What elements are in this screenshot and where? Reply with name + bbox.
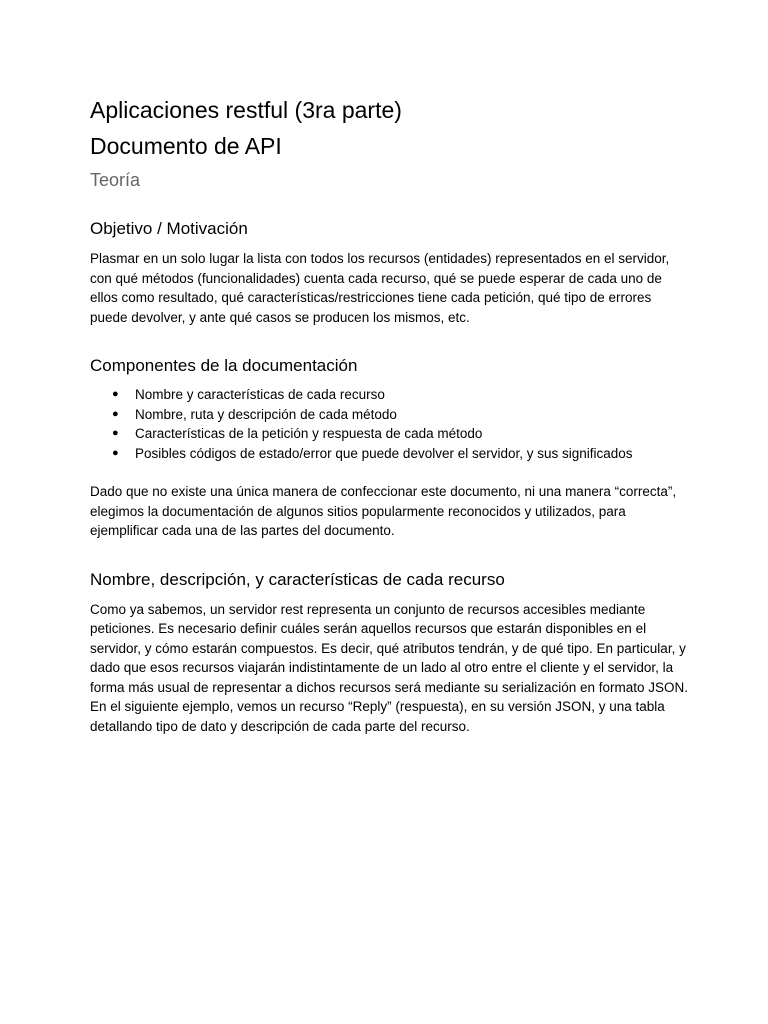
section-heading-nombre: Nombre, descripción, y características de cada recurso xyxy=(90,569,505,589)
section-paragraph-nombre: Como ya sabemos, un servidor rest representa un conjunto de recursos accesibles mediante peticiones. Es necesario definir cuáles serán aquellos recursos que estarán disponibles en el servidor, y cómo estarán compuestos. Es decir, qué atributos tendrán, y de qué tipo. En particular, y dado que esos recursos viajarán indistintamente de un lado al otro entre el cliente y el servidor, la forma más usual de representar a dichos recursos será mediante su serialización en formato JSON. En el siguiente ejemplo, vemos un recurso “Reply” (respuesta), en su versión JSON, y una tabla detallando tipo de dato y descripción de cada parte del recurso. xyxy=(90,601,689,734)
list-item xyxy=(90,444,690,464)
document-page xyxy=(90,92,690,736)
bullet-icon: ● xyxy=(112,388,119,400)
section-heading-objetivo: Objetivo / Motivación xyxy=(90,219,248,238)
bullet-icon: ● xyxy=(112,407,119,420)
list-item xyxy=(90,385,690,405)
list-item-text: Nombre, ruta y descripción de cada método xyxy=(135,406,397,422)
bullet-icon: ● xyxy=(112,427,119,439)
list-item-text: Posibles códigos de estado/error que puede devolver el servidor, y sus significados xyxy=(135,445,633,461)
bullet-list-componentes xyxy=(90,385,690,463)
document-subtitle: Teoría xyxy=(90,170,141,190)
list-item xyxy=(90,424,690,444)
section-heading-componentes: Componentes de la documentación xyxy=(90,356,358,375)
list-item xyxy=(90,405,690,425)
list-item-text: Nombre y características de cada recurso xyxy=(135,387,385,402)
section-paragraph-componentes: Dado que no existe una única manera de confeccionar este documento, ni una manera “correcta”, elegimos la documentación de algunos sitios popularmente reconocidos y utilizados, para ejemplificar cada una de las partes del documento. xyxy=(90,484,677,538)
bullet-icon: ● xyxy=(112,446,119,459)
section-paragraph-objetivo: Plasmar en un solo lugar la lista con todos los recursos (entidades) representados en el servidor, con qué métodos (funcionalidades) cuenta cada recurso, qué se puede esperar de cada uno de ellos como resultado, qué características/restricciones tiene cada petición, qué tipo de errores puede devolver, y ante qué casos se producen los mismos, etc. xyxy=(90,251,670,325)
document-title-line1: Aplicaciones restful (3ra parte) xyxy=(90,97,402,123)
document-title-line2: Documento de API xyxy=(90,133,282,159)
list-item-text: Características de la petición y respuesta de cada método xyxy=(135,426,483,441)
